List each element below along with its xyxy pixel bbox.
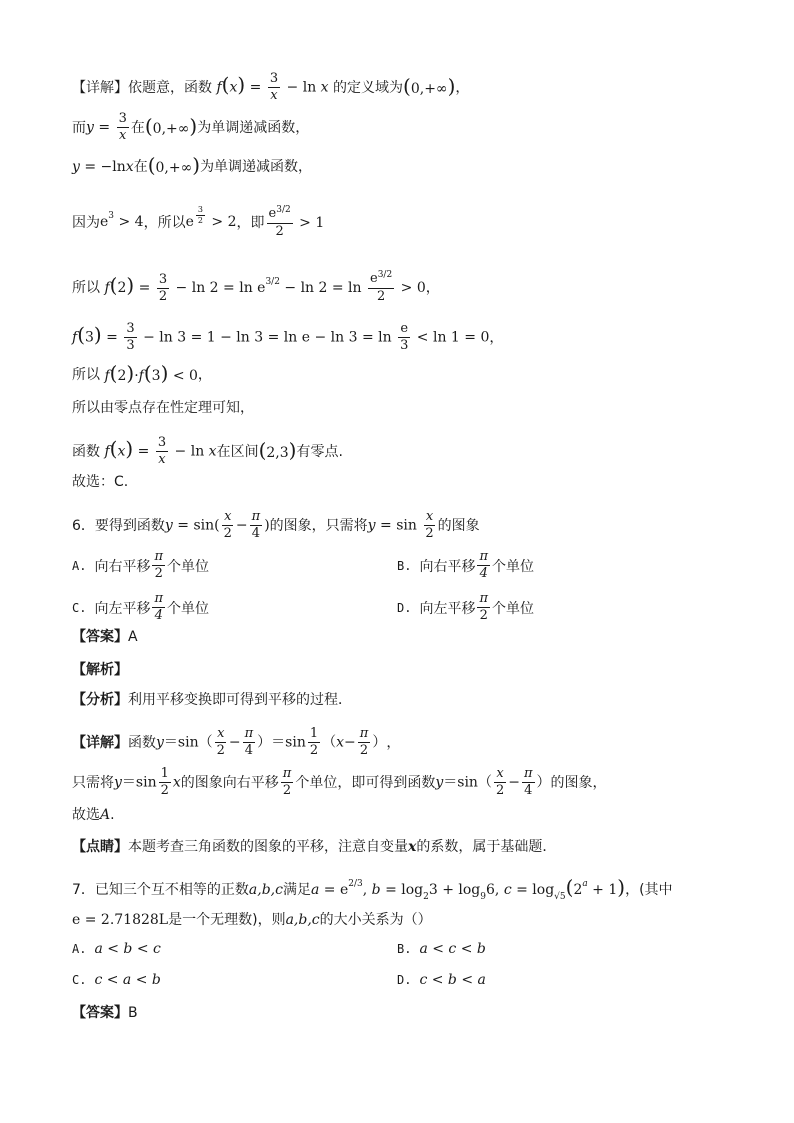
detail-line-5 <box>72 272 754 304</box>
e-value: e = 2.71828L <box>72 912 169 928</box>
domain-interval: (0,+∞) <box>403 74 456 98</box>
detail-line-2 <box>72 112 754 143</box>
text: 所以 <box>72 280 100 296</box>
interval-2-3: (2,3) <box>258 438 297 462</box>
variables: a,b,c <box>285 912 320 928</box>
text: 在区间 <box>216 443 259 460</box>
formula-detail: y＝sin（ $\frac{x}{2}$ − $\frac{\pi}{4}$ ）＝sin $\frac{1}{2}$ （x− $\frac{\pi}{2}$ ） <box>156 726 387 758</box>
text: 7．已知三个互不相等的正数 <box>72 881 249 898</box>
option-label: B. <box>397 942 412 956</box>
text: 向左平移 <box>419 600 476 617</box>
option-label: D. <box>397 600 412 615</box>
question-7-line-2 <box>72 910 754 930</box>
option-d[interactable] <box>397 972 486 988</box>
detail-prefix: 【详解】依题意，函数 <box>72 79 212 96</box>
text: 满足 <box>282 881 311 898</box>
text: 是一个无理数)，则 <box>168 912 286 928</box>
text: 为单调递减函数， <box>197 119 310 136</box>
text: . <box>110 807 115 823</box>
text: 向右平移 <box>94 558 151 575</box>
detail-line-7 <box>72 363 754 386</box>
option-a[interactable]: A. 向右平移 $\frac{\pi}{2}$ 个单位 <box>72 549 209 581</box>
option-c[interactable] <box>72 972 161 988</box>
option-text: c < a < b <box>94 972 161 988</box>
text: ，(其中 <box>625 881 673 898</box>
text: 本题考查三角函数的图象的平移，注意自变量 <box>128 839 408 855</box>
text: ， <box>425 280 440 296</box>
option-d[interactable]: D. 向左平移 $\frac{\pi}{2}$ 个单位 <box>397 591 534 623</box>
text: 为单调递减函数， <box>200 158 313 175</box>
formula-source: y＝sin $\frac{1}{2}$ x <box>114 766 181 798</box>
text: 故选 <box>72 807 100 823</box>
option-b[interactable] <box>397 941 486 957</box>
text: ， <box>197 366 212 383</box>
fenxi-text: 利用平移变换即可得到平移的过程． <box>128 692 352 708</box>
text: 个单位 <box>492 600 534 617</box>
option-a[interactable] <box>72 941 161 957</box>
detail-line-6 <box>72 322 754 353</box>
option-label: C. <box>72 600 87 615</box>
answer-line-q7 <box>72 1003 754 1023</box>
formula-f-x: f(x) = $\frac{3}{x}$ − ln x <box>216 71 329 103</box>
variable: x <box>408 839 417 855</box>
answer-line <box>72 627 754 647</box>
answer-tag: 【答案】 <box>72 629 128 645</box>
option-label: A. <box>72 558 87 573</box>
formula-e3-gt-4: $e^3 > 4$ <box>100 211 144 230</box>
formula-target-fn: y = sin( $\frac{x}{2}$ − $\frac{\pi}{4}$ ) <box>164 509 270 541</box>
formula-f2: f(2) = $\frac{3}{2}$ − $\ln 2 = \ln e^{3/2} - \ln 2 = \ln$ $\frac{e^{3/2}}{2}$ > 0 <box>104 270 426 304</box>
formula-source-fn: y = sin $\frac{x}{2}$ <box>367 509 434 541</box>
answer-tag: 【答案】 <box>72 1005 128 1021</box>
formula-neg-lnx: y = −lnx <box>72 158 134 175</box>
question-7-stem <box>72 877 754 902</box>
text: 函数 <box>128 734 156 751</box>
analysis-tag: 【解析】 <box>72 662 128 678</box>
detail-line-8: 所以由零点存在性定理可知， <box>72 400 254 416</box>
text: 因为 <box>72 215 100 231</box>
text: ， <box>489 329 504 346</box>
formula-f-x: f(x) = $\frac{3}{x}$ − ln x <box>104 435 217 467</box>
text: 的图象， <box>550 774 607 791</box>
text: 在 <box>133 158 148 175</box>
option-label: C. <box>72 973 87 987</box>
text: 的图象，只需将 <box>269 517 368 534</box>
fenxi-tag: 【分析】 <box>72 692 128 708</box>
text: 的图象向右平移 <box>180 774 279 791</box>
q6-detail-line-1 <box>72 727 754 758</box>
option-label: D. <box>397 973 412 987</box>
dianjing-tag: 【点睛】 <box>72 839 128 855</box>
interval: (0,+∞) <box>144 114 198 138</box>
option-text: c < b < a <box>419 972 486 988</box>
variables: a,b,c <box>248 881 283 898</box>
text: 在 <box>130 119 145 136</box>
text: 个单位 <box>167 600 209 617</box>
text: ，所以 <box>143 215 186 231</box>
text: ， <box>386 734 401 751</box>
answer-value: B <box>128 1005 138 1021</box>
text: 个单位 <box>167 558 209 575</box>
detail-line-9 <box>72 436 754 467</box>
option-label: A. <box>72 942 87 956</box>
formula-e32-gt-2: e $^{\frac{3}{2}}$ > 2 <box>185 205 237 230</box>
text: 6．要得到函数 <box>72 517 165 534</box>
interval: (0,+∞) <box>147 153 201 177</box>
detail-line-4 <box>72 207 754 239</box>
option-label: B. <box>397 558 412 573</box>
detail-mid: 的定义域为 <box>333 79 404 96</box>
formula-e32-over-2-gt-1: $\frac{e^{3/2}}{2}$ > 1 <box>268 205 325 239</box>
text: 的系数，属于基础题． <box>416 839 557 855</box>
detail-tag: 【详解】 <box>72 734 128 751</box>
text: 所以 <box>72 366 100 383</box>
answer-value: A <box>100 807 111 823</box>
q6-detail-line-3 <box>72 805 754 825</box>
option-c[interactable]: C. 向左平移 $\frac{\pi}{4}$ 个单位 <box>72 591 209 623</box>
formula-f3: f(3) = $\frac{3}{3}$ − ln 3 = 1 − ln 3 = ln e − ln 3 = ln $\frac{e}{3}$ < ln 1 = 0 <box>72 321 490 353</box>
detail-line-10: 故选：C. <box>72 474 129 490</box>
text: 的大小关系为（） <box>319 912 432 928</box>
detail-line-3 <box>72 155 754 178</box>
text: 有零点. <box>296 443 343 460</box>
text: 函数 <box>72 443 100 460</box>
option-b[interactable]: B. 向右平移 $\frac{\pi}{4}$ 个单位 <box>397 549 534 581</box>
detail-line-1 <box>72 72 754 103</box>
formula-f2-f3: f(2)·f(3) < 0 <box>104 361 198 385</box>
text: 向右平移 <box>419 558 476 575</box>
q6-detail-line-2: 只需将 y＝sin $\frac{1}{2}$ x 的图象向右平移 $\frac{\pi}{2}$ 个单位，即可得到函数 y＝sin（ $\frac{x}{2}$ − $\frac{\pi}{4}$ ） 的图象， <box>72 766 607 798</box>
text: 个单位 <box>492 558 534 575</box>
text: 向左平移 <box>94 600 151 617</box>
punct: ， <box>455 79 470 96</box>
option-text: a < b < c <box>94 941 161 957</box>
analysis-line <box>72 660 754 680</box>
dianjing-line <box>72 837 754 857</box>
formula-y-3-over-x: y = $\frac{3}{x}$ <box>86 111 127 143</box>
formula-q7: $a = e^{2/3}$, $b = \log_23 + \log_96$, $c = \log_{√5}(2^a + 1)$ <box>310 875 626 902</box>
formula-target: y＝sin（ $\frac{x}{2}$ − $\frac{\pi}{4}$ ） <box>435 766 551 798</box>
text: 的图象 <box>437 517 480 534</box>
text: 只需将 <box>72 774 114 791</box>
answer-value: A <box>128 629 138 645</box>
fenxi-line <box>72 690 754 710</box>
question-6-stem <box>72 510 754 541</box>
option-text: a < c < b <box>419 941 486 957</box>
text: 个单位，即可得到函数 <box>295 774 436 791</box>
text: ，即 <box>236 215 265 231</box>
text: 而 <box>72 119 86 136</box>
